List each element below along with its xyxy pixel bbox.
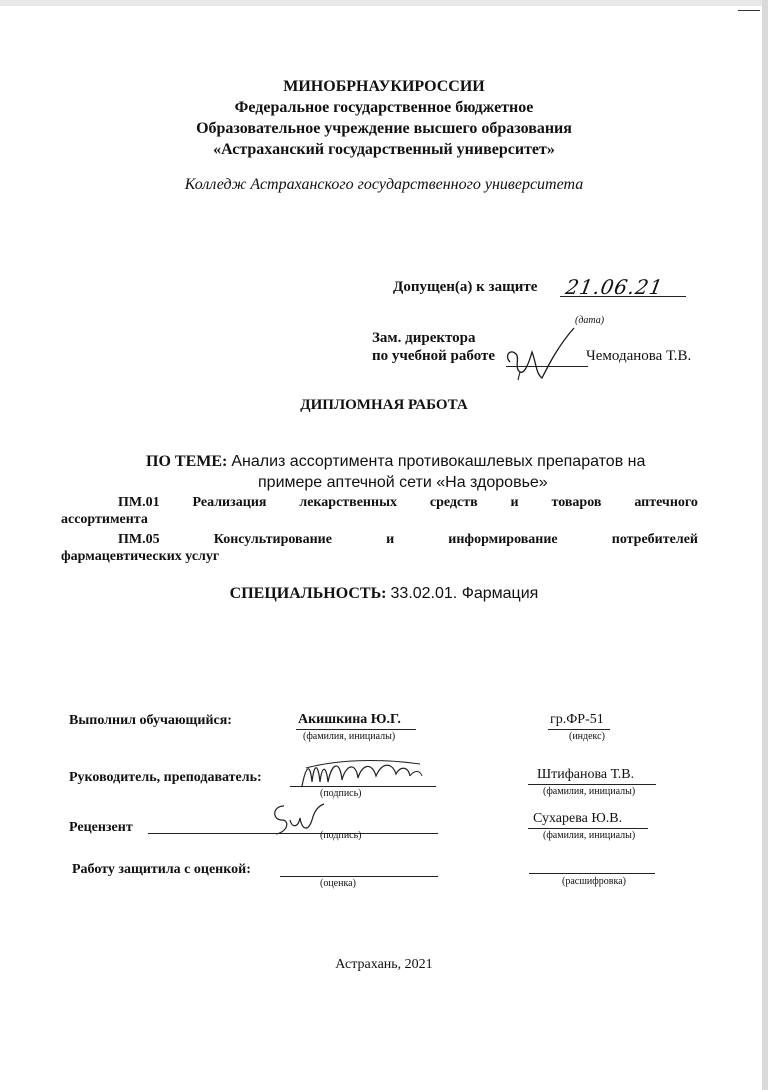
group-index: гр.ФР-51 bbox=[550, 712, 604, 727]
supervisor-signature-caption: (подпись) bbox=[320, 788, 362, 799]
student-label: Выполнил обучающийся: bbox=[69, 713, 232, 728]
supervisor-label: Руководитель, преподаватель: bbox=[69, 770, 262, 785]
grade-caption: (оценка) bbox=[320, 878, 356, 889]
topic-title-part-2: примере аптечной сети «На здоровье» bbox=[258, 474, 548, 491]
university-name: «Астраханский государственный университет» bbox=[213, 141, 555, 158]
topic-title-part-1: Анализ ассортимента противокашлевых препаратов на bbox=[231, 453, 646, 470]
pm05-code: ПМ.05 bbox=[118, 532, 160, 547]
deputy-signature-image bbox=[502, 322, 582, 382]
pm05-word: Консультирование bbox=[213, 532, 332, 547]
reviewer-name-caption: (фамилия, инициалы) bbox=[543, 830, 636, 841]
supervisor-name: Штифанова Т.В. bbox=[537, 767, 635, 782]
pm01-word: товаров bbox=[551, 495, 602, 510]
deputy-subtitle: по учебной работе bbox=[372, 348, 496, 364]
supervisor-signature-image bbox=[296, 752, 428, 794]
grade-line bbox=[280, 876, 438, 877]
scan-top-edge bbox=[0, 0, 768, 6]
supervisor-name-caption: (фамилия, инициалы) bbox=[543, 786, 636, 797]
reviewer-signature-caption: (подпись) bbox=[320, 830, 362, 841]
pm05-word: и bbox=[386, 532, 395, 547]
institution-type: Федеральное государственное бюджетное bbox=[234, 99, 534, 116]
document-title: ДИПЛОМНАЯ РАБОТА bbox=[300, 397, 468, 413]
institution-level: Образовательное учреждение высшего образования bbox=[196, 120, 572, 137]
group-line bbox=[548, 729, 610, 730]
reviewer-name-line bbox=[528, 828, 648, 829]
pm01-continuation: ассортимента bbox=[61, 512, 148, 527]
student-name: Акишкина Ю.Г. bbox=[298, 712, 401, 727]
decoding-caption: (расшифровка) bbox=[562, 876, 626, 887]
grade-label: Работу защитила с оценкой: bbox=[72, 862, 251, 877]
scan-right-edge bbox=[762, 0, 768, 1090]
city-year: Астрахань, 2021 bbox=[335, 957, 433, 972]
reviewer-signature-image bbox=[268, 798, 328, 842]
deputy-title: Зам. директора bbox=[372, 330, 476, 346]
supervisor-signature-line bbox=[290, 786, 436, 787]
student-caption: (фамилия, инициалы) bbox=[303, 731, 396, 742]
pm01-word: средств bbox=[429, 495, 478, 510]
decoding-line bbox=[529, 873, 655, 874]
scan-corner-mark bbox=[738, 10, 760, 11]
pm05-continuation: фармацевтических услуг bbox=[61, 549, 220, 564]
pm01-word: аптечного bbox=[634, 495, 698, 510]
group-caption: (индекс) bbox=[569, 731, 605, 742]
module-pm01 bbox=[118, 495, 698, 511]
ministry-heading: МИНОБРНАУКИРОССИИ bbox=[283, 78, 485, 95]
pm01-word: и bbox=[510, 495, 519, 510]
topic-line-1 bbox=[146, 453, 645, 471]
pm01-word: Реализация bbox=[192, 495, 267, 510]
pm05-word: потребителей bbox=[611, 532, 698, 547]
reviewer-name: Сухарева Ю.В. bbox=[533, 811, 623, 826]
date-caption: (дата) bbox=[575, 315, 605, 326]
student-name-line bbox=[296, 729, 416, 730]
supervisor-name-line bbox=[528, 784, 656, 785]
specialty-label: СПЕЦИАЛЬНОСТЬ: bbox=[229, 585, 387, 602]
college-name: Колледж Астраханского государственного университета bbox=[184, 176, 584, 193]
pm01-word: лекарственных bbox=[299, 495, 397, 510]
pm05-word: информирование bbox=[448, 532, 558, 547]
pm01-code: ПМ.01 bbox=[118, 495, 160, 510]
specialty bbox=[0, 585, 768, 603]
deputy-name: Чемоданова Т.В. bbox=[586, 348, 692, 364]
admitted-label: Допущен(а) к защите bbox=[393, 279, 538, 295]
date-line bbox=[560, 296, 686, 297]
admitted-date: 21.06.21 bbox=[563, 275, 666, 299]
module-pm05 bbox=[118, 532, 698, 548]
reviewer-label: Рецензент bbox=[69, 820, 133, 835]
topic-label: ПО ТЕМЕ: bbox=[146, 453, 228, 470]
specialty-value: 33.02.01. Фармация bbox=[390, 585, 539, 602]
